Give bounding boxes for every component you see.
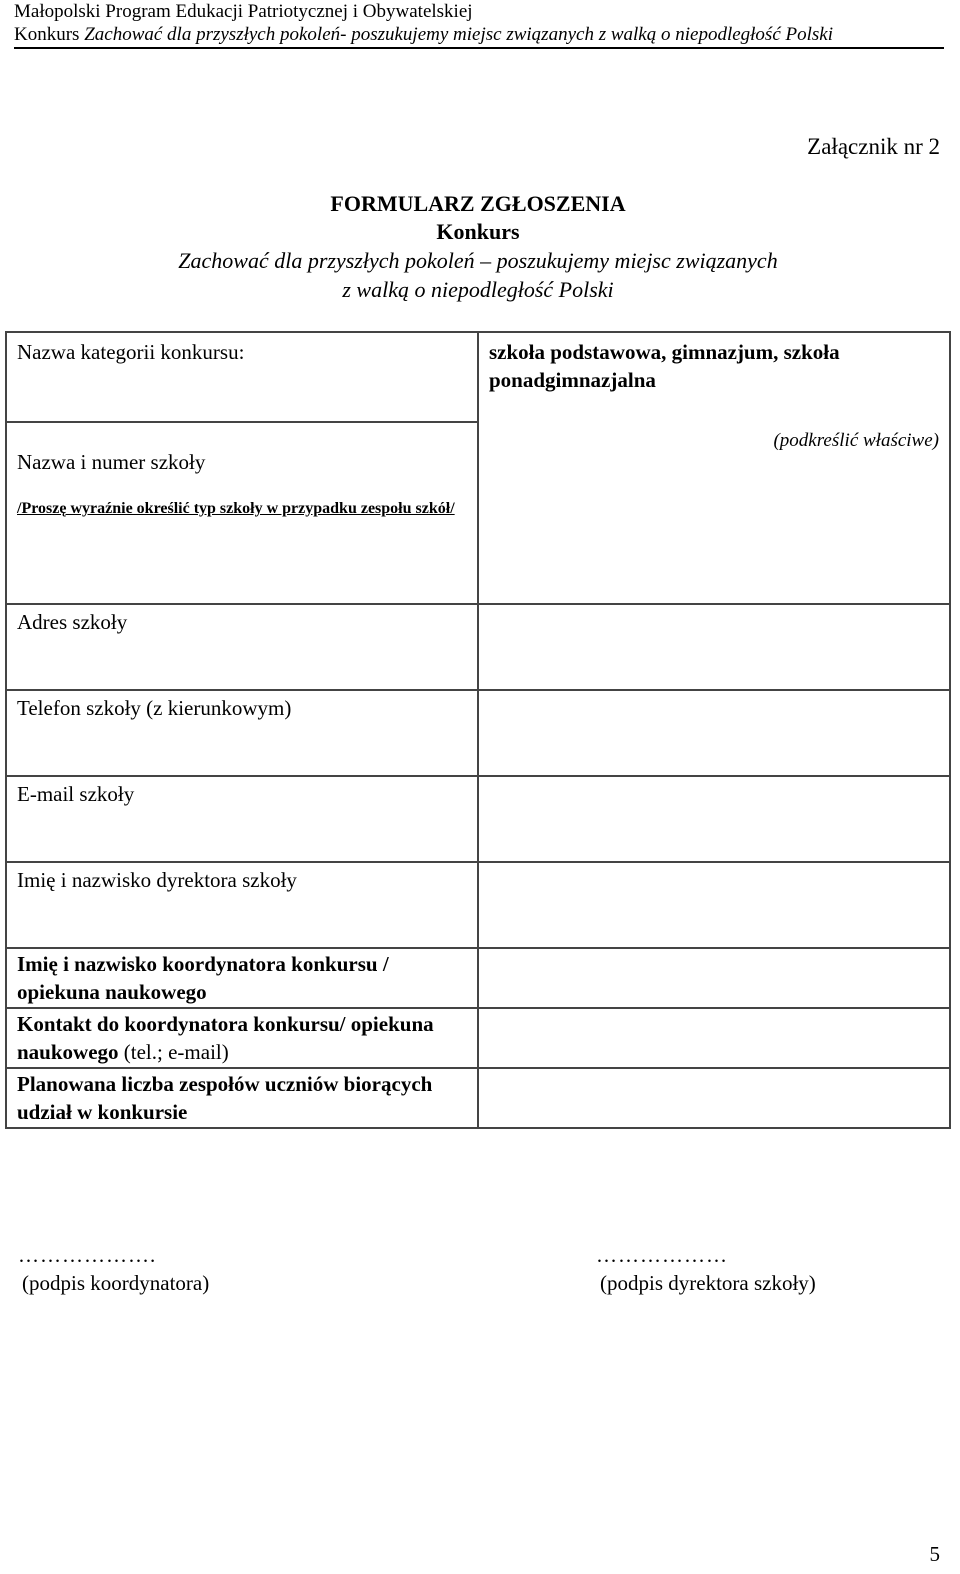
row-address (6, 604, 950, 690)
row-director (6, 862, 950, 948)
contest-label: Konkurs (436, 219, 520, 244)
school-name-label: Nazwa i numer szkoły (17, 450, 206, 474)
row-teams (6, 1068, 950, 1128)
email-field[interactable] (478, 776, 950, 862)
contact-label: Kontakt do koordynatora konkursu/ opiekuna naukowego (17, 1012, 434, 1064)
header-program: Małopolski Program Edukacji Patriotycznej i Obywatelskiej (14, 1, 473, 22)
director-field[interactable] (478, 862, 950, 948)
school-name-note: /Proszę wyraźnie określić typ szkoły w przypadku zespołu szkół/ (17, 500, 455, 517)
address-field[interactable] (478, 604, 950, 690)
teams-field[interactable] (478, 1068, 950, 1128)
row-category (6, 332, 950, 422)
email-label: E-mail szkoły (17, 782, 135, 806)
teams-label: Planowana liczba zespołów uczniów biorących udział w konkursie (17, 1072, 433, 1124)
director-label: Imię i nazwisko dyrektora szkoły (17, 868, 297, 892)
application-form-table (5, 331, 951, 1129)
director-signature-line: ……………… (596, 1243, 728, 1267)
contact-label-tail: (tel.; e-mail) (118, 1040, 229, 1064)
row-coordinator (6, 948, 950, 1008)
contest-title-line1: Zachować dla przyszłych pokoleń – poszukujemy miejsc związanych (178, 248, 778, 273)
coordinator-label-cell (6, 948, 478, 1008)
address-label: Adres szkoły (17, 610, 128, 634)
header-contest (14, 23, 833, 46)
coordinator-label: Imię i nazwisko koordynatora konkursu / opiekuna naukowego (17, 952, 389, 1004)
row-contact (6, 1008, 950, 1068)
phone-field[interactable] (478, 690, 950, 776)
coordinator-signature-line: ………………. (18, 1243, 157, 1267)
category-options: szkoła podstawowa, gimnazjum, szkoła ponadgimnazjalna (489, 340, 840, 392)
contest-title-line2: z walką o niepodległość Polski (342, 277, 614, 302)
address-label-cell (6, 604, 478, 690)
header-divider (14, 47, 944, 49)
annex-label: Załącznik nr 2 (807, 134, 940, 159)
category-value-cell[interactable] (478, 332, 950, 604)
email-label-cell (6, 776, 478, 862)
row-email (6, 776, 950, 862)
page-number: 5 (929, 1542, 940, 1566)
contact-label-cell (6, 1008, 478, 1068)
coordinator-signature-caption: (podpis koordynatora) (22, 1271, 210, 1295)
category-label-cell (6, 332, 478, 422)
header-contest-name: Zachować dla przyszłych pokoleń- poszukujemy miejsc związanych z walką o niepodległość Polski (84, 24, 833, 45)
phone-label-cell (6, 690, 478, 776)
row-phone (6, 690, 950, 776)
coordinator-field[interactable] (478, 948, 950, 1008)
category-hint: (podkreślić właściwe) (773, 430, 939, 451)
category-label: Nazwa kategorii konkursu: (17, 340, 245, 364)
header-contest-prefix: Konkurs (14, 24, 85, 45)
phone-label: Telefon szkoły (z kierunkowym) (17, 696, 292, 720)
teams-label-cell (6, 1068, 478, 1128)
director-signature-caption: (podpis dyrektora szkoły) (600, 1271, 816, 1295)
school-name-label-cell (6, 422, 478, 604)
contact-field[interactable] (478, 1008, 950, 1068)
director-label-cell (6, 862, 478, 948)
form-title: FORMULARZ ZGŁOSZENIA (330, 191, 626, 216)
